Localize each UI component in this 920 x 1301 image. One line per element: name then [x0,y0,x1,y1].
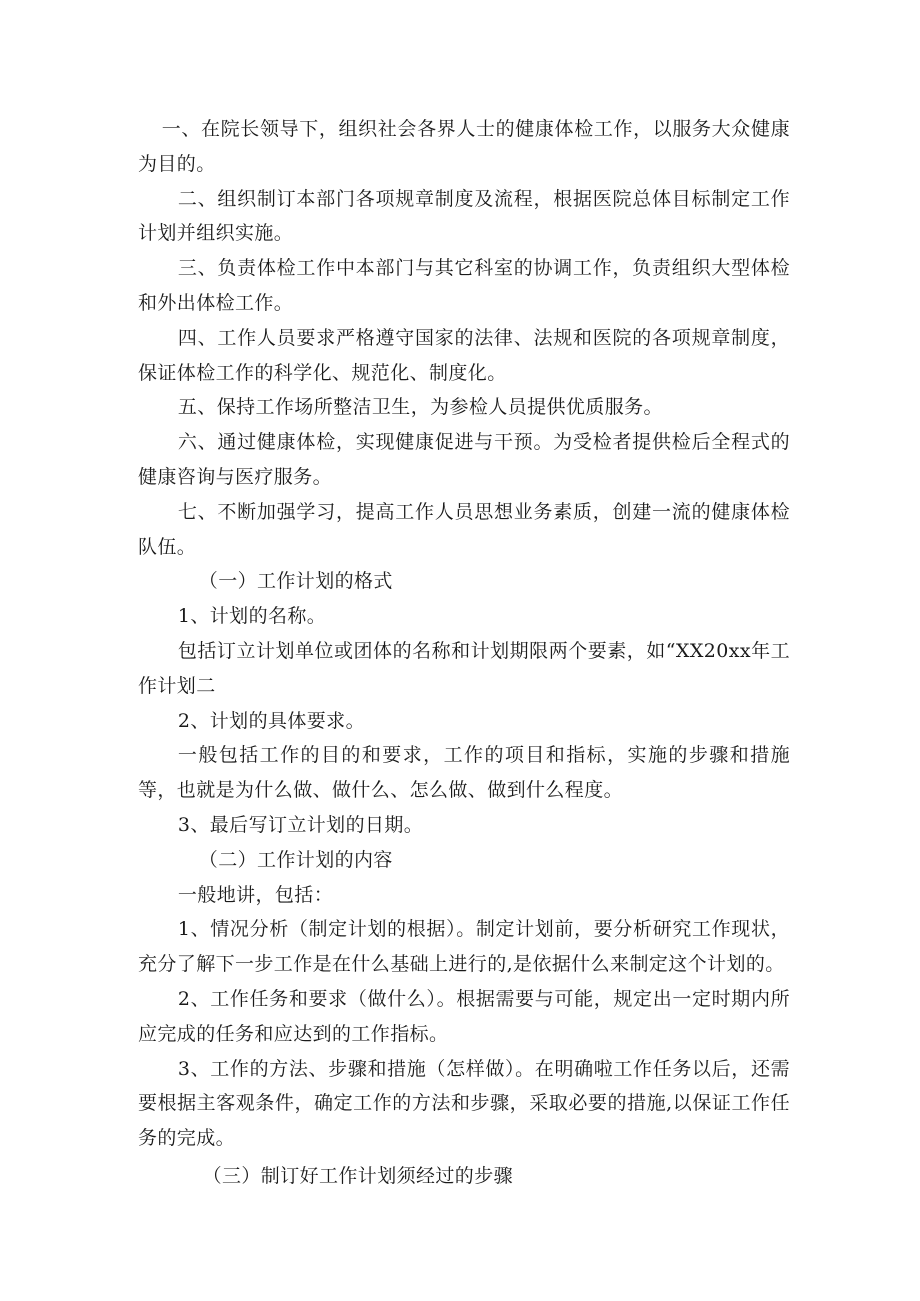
paragraph-duty-1: 一、在院长领导下，组织社会各界人士的健康体检工作，以服务大众健康为目的。 [138,118,790,175]
paragraph-duty-2: 二、组织制订本部门各项规章制度及流程，根据医院总体目标制定工作计划并组织实施。 [138,187,790,245]
paragraph-format-2: 2、计划的具体要求。 [177,709,365,732]
paragraph-content-3: 3、工作的方法、步骤和措施（怎样做）。在明确啦工作任务以后，还需要根据主客观条件，确定工作的方法和步骤，采取必要的措施,以保证工作任务的完成。 [138,1057,790,1150]
paragraph-duty-3: 三、负责体检工作中本部门与其它科室的协调工作，负责组织大型体检和外出体检工作。 [138,257,790,314]
paragraph-format-2-detail: 一般包括工作的目的和要求，工作的项目和指标，实施的步骤和措施等，也就是为什么做、做什么、怎么做、做到什么程度。 [138,744,790,802]
paragraph-duty-7: 七、不断加强学习，提高工作人员思想业务素质，创建一流的健康体检队伍。 [138,500,790,558]
section-heading-steps: （三）制订好工作计划须经过的步骤 [202,1164,513,1187]
section-heading-content: （二）工作计划的内容 [198,848,393,871]
paragraph-content-1: 1、情况分析（制定计划的根据）。制定计划前，要分析研究工作现状，充分了解下一步工作是在什么基础上进行的,是依据什么来制定这个计划的。 [138,918,790,976]
section-heading-format: （一）工作计划的格式 [198,570,393,593]
paragraph-format-3: 3、最后写订立计划的日期。 [177,813,424,836]
paragraph-duty-4: 四、工作人员要求严格遵守国家的法律、法规和医院的各项规章制度，保证体检工作的科学化、规范化、制度化。 [138,326,790,384]
paragraph-format-1: 1、计划的名称。 [177,605,327,628]
paragraph-duty-5: 五、保持工作场所整洁卫生，为参检人员提供优质服务。 [177,396,663,419]
paragraph-format-1-detail: 包括订立计划单位或团体的名称和计划期限两个要素，如“XX20xx年工作计划二 [138,639,790,697]
paragraph-duty-6: 六、通过健康体检，实现健康促进与干预。为受检者提供检后全程式的健康咨询与医疗服务。 [138,431,790,488]
paragraph-content-2: 2、工作任务和要求（做什么）。根据需要与可能，规定出一定时期内所应完成的任务和应达到的工作指标。 [138,987,790,1045]
paragraph-content-intro: 一般地讲，包括： [177,883,334,906]
document-body [138,112,790,1194]
